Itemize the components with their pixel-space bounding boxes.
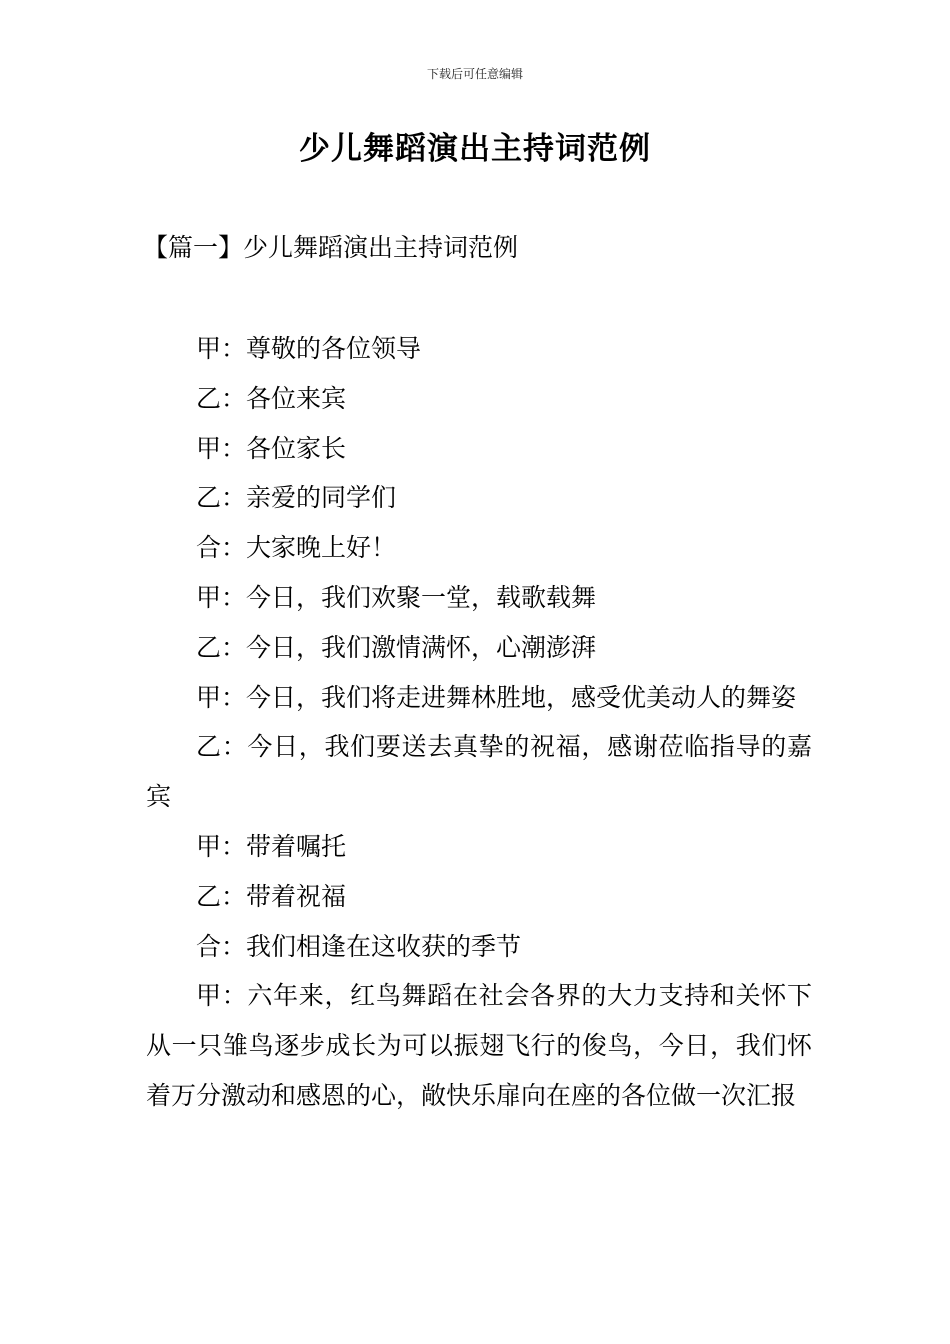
paragraph: 甲：今日，我们将走进舞林胜地，感受优美动人的舞姿 bbox=[196, 682, 797, 712]
paragraph: 甲：今日，我们欢聚一堂，载歌载舞 bbox=[196, 582, 597, 612]
paragraph: 乙：今日，我们激情满怀，心潮澎湃 bbox=[196, 632, 597, 662]
paragraph: 合：我们相逢在这收获的季节 bbox=[196, 931, 522, 961]
document-body bbox=[146, 324, 812, 1121]
section-title: 【篇一】少儿舞蹈演出主持词范例 bbox=[143, 233, 519, 262]
paragraph: 乙：各位来宾 bbox=[196, 383, 347, 413]
paragraph: 乙：亲爱的同学们 bbox=[196, 483, 397, 513]
paragraph: 甲：各位家长 bbox=[196, 433, 347, 463]
paragraph: 甲：尊敬的各位领导 bbox=[196, 334, 422, 363]
page-header-note: 下载后可任意编辑 bbox=[426, 67, 523, 81]
paragraph: 甲：六年来，红鸟舞蹈在社会各界的大力支持和关怀下从一只雏鸟逐步成长为可以振翅飞行的俊鸟，今日，我们怀着万分激动和感恩的心，敞快乐扉向在座的各位做一次汇报 bbox=[146, 981, 812, 1110]
paragraph: 乙：带着祝福 bbox=[196, 881, 347, 911]
paragraph: 合：大家晚上好！ bbox=[196, 533, 397, 563]
paragraph: 甲：带着嘱托 bbox=[196, 831, 347, 861]
paragraph: 乙：今日，我们要送去真挚的祝福，感谢莅临指导的嘉宾 bbox=[146, 732, 812, 812]
document-title: 少儿舞蹈演出主持词范例 bbox=[299, 131, 651, 167]
